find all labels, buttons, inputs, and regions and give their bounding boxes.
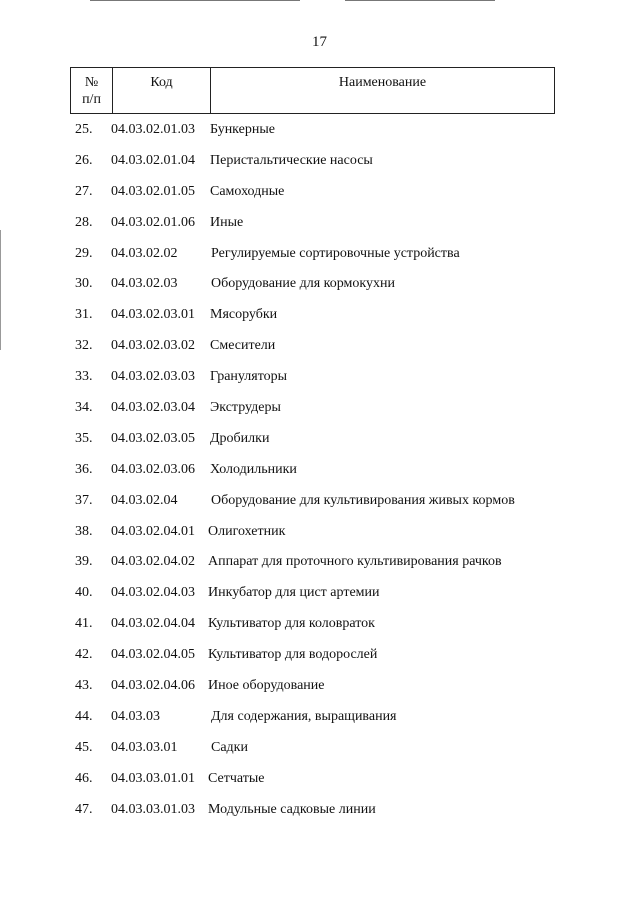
table-row: [0, 275, 639, 306]
row-number: 31.: [75, 307, 93, 323]
table-row: [0, 306, 639, 337]
header-number-symbol: №: [84, 74, 99, 90]
table-row: [0, 523, 639, 554]
row-code: 04.03.02.04: [111, 492, 178, 508]
row-code: 04.03.02.03.01: [111, 307, 195, 323]
row-name: Грануляторы: [210, 369, 288, 385]
row-name: Бункерные: [210, 122, 275, 137]
row-number: 33.: [75, 369, 93, 385]
row-name: Для содержания, выращивания: [211, 708, 397, 724]
row-code: 04.03.02.01.03: [111, 122, 195, 137]
row-code: 04.03.02.03: [111, 276, 178, 292]
row-number: 25.: [75, 122, 93, 137]
row-number: 43.: [75, 678, 93, 694]
row-code: 04.03.02.04.06: [111, 678, 195, 694]
row-number: 34.: [75, 400, 93, 416]
page-number: 17: [312, 34, 327, 50]
row-number: 37.: [75, 492, 93, 508]
row-code: 04.03.02.01.05: [111, 183, 195, 199]
table-row: [0, 801, 639, 832]
table-row: [0, 492, 639, 523]
table-row: [0, 553, 639, 584]
table-row: [0, 337, 639, 368]
row-number: 30.: [75, 276, 93, 292]
row-code: 04.03.03.01: [111, 739, 178, 755]
row-name: Регулируемые сортировочные устройства: [211, 245, 460, 261]
row-name: Инкубатор для цист артемии: [208, 585, 380, 601]
row-number: 41.: [75, 616, 93, 632]
row-name: Культиватор для коловраток: [208, 616, 375, 632]
table-row: [0, 708, 639, 739]
table-row: [0, 399, 639, 430]
row-code: 04.03.02.03.06: [111, 461, 195, 477]
row-code: 04.03.02.03.05: [111, 430, 195, 446]
row-number: 36.: [75, 461, 93, 477]
table-row: [0, 121, 639, 152]
row-number: 27.: [75, 183, 93, 199]
row-number: 46.: [75, 770, 93, 786]
row-name: Дробилки: [210, 430, 270, 446]
row-code: 04.03.02.04.03: [111, 585, 195, 601]
row-number: 39.: [75, 554, 93, 570]
row-code: 04.03.02.04.02: [111, 554, 195, 570]
row-code: 04.03.02.04.05: [111, 647, 195, 663]
table-header: [70, 67, 555, 114]
row-number: 38.: [75, 523, 93, 539]
row-code: 04.03.02.01.04: [111, 152, 195, 168]
row-name: Садки: [211, 739, 248, 755]
row-number: 40.: [75, 585, 93, 601]
row-number: 42.: [75, 647, 93, 663]
row-name: Иные: [210, 214, 244, 230]
row-name: Самоходные: [210, 183, 285, 199]
row-name: Смесители: [210, 338, 276, 354]
row-code: 04.03.02.03.04: [111, 400, 195, 416]
row-name: Культиватор для водорослей: [208, 647, 378, 663]
row-number: 28.: [75, 214, 93, 230]
row-code: 04.03.02.03.02: [111, 338, 195, 354]
row-code: 04.03.02.01.06: [111, 214, 195, 230]
table-row: [0, 584, 639, 615]
row-number: 26.: [75, 152, 93, 168]
row-number: 35.: [75, 430, 93, 446]
row-name: Перистальтические насосы: [210, 152, 373, 168]
table-row: [0, 430, 639, 461]
row-name: Мясорубки: [210, 307, 278, 323]
row-name: Олигохетник: [208, 523, 286, 539]
row-name: Холодильники: [210, 461, 297, 477]
table-row: [0, 214, 639, 245]
table-row: [0, 646, 639, 677]
row-name: Экструдеры: [210, 400, 281, 416]
scan-edge-line-right: [345, 0, 495, 1]
table-row: [0, 677, 639, 708]
table-row: [0, 368, 639, 399]
row-name: Оборудование для кормокухни: [211, 276, 396, 292]
table-row: [0, 183, 639, 214]
row-name: Сетчатые: [208, 770, 265, 786]
table-row: [0, 615, 639, 646]
header-number-cell: [71, 68, 113, 113]
row-name: Иное оборудование: [208, 678, 325, 694]
table-row: [0, 461, 639, 492]
row-number: 29.: [75, 245, 93, 261]
row-name: Оборудование для культивирования живых кормов: [211, 492, 515, 508]
header-code-cell: Код: [113, 68, 211, 113]
header-number-abbr: п/п: [82, 91, 101, 107]
table-row: [0, 245, 639, 276]
table-row: [0, 739, 639, 770]
table-row: [0, 152, 639, 183]
row-name: Аппарат для проточного культивирования рачков: [208, 554, 502, 570]
row-code: 04.03.02.02: [111, 245, 178, 261]
scan-edge-line-left: [90, 0, 300, 1]
row-number: 45.: [75, 739, 93, 755]
row-number: 32.: [75, 338, 93, 354]
row-number: 47.: [75, 801, 93, 817]
row-number: 44.: [75, 708, 93, 724]
row-code: 04.03.03.01.03: [111, 801, 195, 817]
row-name: Модульные садковые линии: [208, 801, 376, 817]
row-code: 04.03.02.04.01: [111, 523, 195, 539]
row-code: 04.03.03.01.01: [111, 770, 195, 786]
header-name-cell: Наименование: [338, 75, 427, 90]
table-body: [0, 121, 639, 831]
row-code: 04.03.03: [111, 708, 160, 724]
row-code: 04.03.02.04.04: [111, 616, 195, 632]
table-row: [0, 770, 639, 801]
row-code: 04.03.02.03.03: [111, 369, 195, 385]
